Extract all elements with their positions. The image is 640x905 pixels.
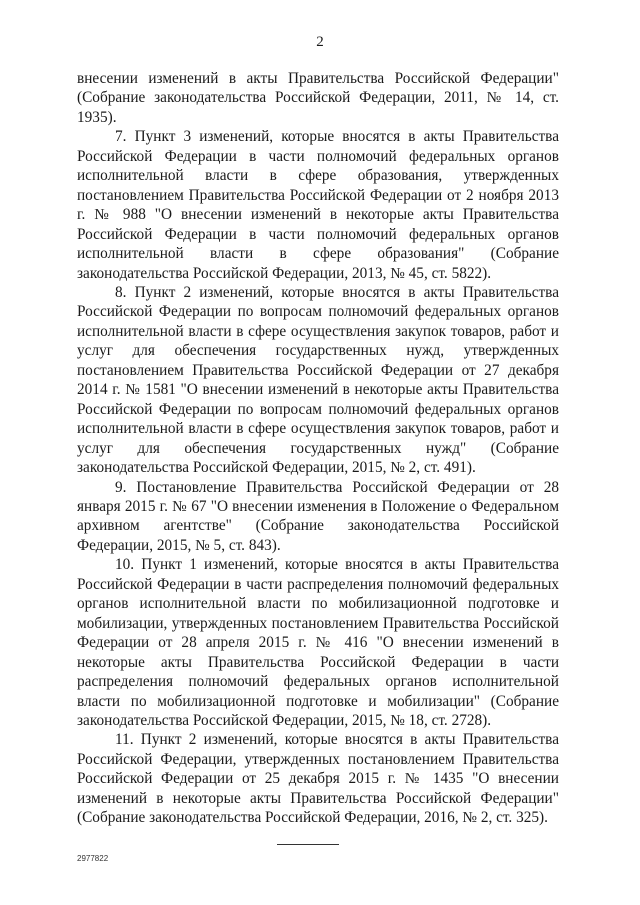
paragraph-item-7: 7. Пункт 3 изменений, которые вносятся в акты Правительства Российской Федерации в части полномочий федеральных органов исполнительной власти в сфере образования, утвержденных постановлением Правительства Российской Федерации от 2 ноября 2013 г. № 988 "О внесении изменений в некоторые акты Правительства Российской Федерации в части полномочий федеральных органов исполнительной власти в сфере образования" (Собрание законодательства Российской Федерации, 2013, № 45, ст. 5822). bbox=[77, 128, 559, 282]
document-code: 2977822 bbox=[77, 854, 109, 863]
page-number: 2 bbox=[316, 34, 324, 50]
paragraph-item-9: 9. Постановление Правительства Российской Федерации от 28 января 2015 г. № 67 "О внесении изменения в Положение о Федеральном архивном агентстве" (Собрание законодательства Российской Федерации, 2015, № 5, ст. 843). bbox=[77, 478, 559, 554]
paragraph-item-10: 10. Пункт 1 изменений, которые вносятся в акты Правительства Российской Федерации в части распределения полномочий федеральных органов исполнительной власти по мобилизационной подготовке и мобилизации, утвержденных постановлением Правительства Российской Федерации от 28 апреля 2015 г. № 416 "О внесении изменений в некоторые акты Правительства Российской Федерации в части распределения полномочий федеральных органов исполнительной власти по мобилизационной подготовке и мобилизации" (Собрание законодательства Российской Федерации, 2015, № 18, ст. 2728). bbox=[77, 556, 559, 729]
paragraph-item-8: 8. Пункт 2 изменений, которые вносятся в акты Правительства Российской Федерации по вопросам полномочий федеральных органов исполнительной власти в сфере осуществления закупок товаров, работ и услуг для обеспечения государственных нужд, утвержденных постановлением Правительства Российской Федерации от 27 декабря 2014 г. № 1581 "О внесении изменений в некоторые акты Правительства Российской Федерации по вопросам полномочий федеральных органов исполнительной власти в сфере осуществления закупок товаров, работ и услуг для обеспечения государственных нужд" (Собрание законодательства Российской Федерации, 2015, № 2, ст. 491). bbox=[77, 283, 559, 477]
paragraph-continuation: внесении изменений в акты Правительства Российской Федерации" (Собрание законодательства Российской Федерации, 2011, № 14, ст. 1935). bbox=[77, 70, 559, 126]
document-body bbox=[77, 69, 559, 828]
paragraph-item-11: 11. Пункт 2 изменений, которые вносятся в акты Правительства Российской Федерации, утвержденных постановлением Правительства Российской Федерации от 25 декабря 2015 г. № 1435 "О внесении изменений в некоторые акты Правительства Российской Федерации" (Собрание законодательства Российской Федерации, 2016, № 2, ст. 325). bbox=[77, 731, 559, 827]
end-divider bbox=[277, 844, 339, 845]
